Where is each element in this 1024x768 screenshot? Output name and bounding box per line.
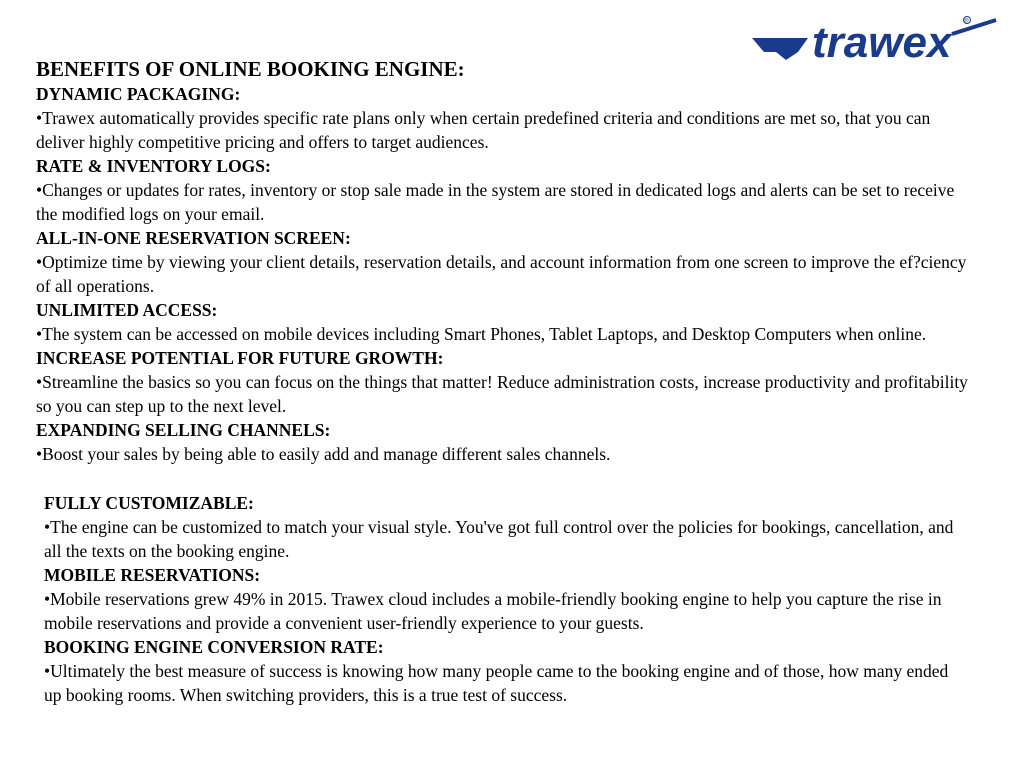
section-text: •The system can be accessed on mobile devices including Smart Phones, Tablet Laptops, and Desktop Computers when online.	[36, 324, 927, 344]
page-title: BENEFITS OF ONLINE BOOKING ENGINE:	[36, 57, 465, 81]
benefits-block-bottom	[44, 491, 964, 707]
section-heading: ALL-IN-ONE RESERVATION SCREEN:	[36, 228, 351, 248]
section-heading: UNLIMITED ACCESS:	[36, 300, 218, 320]
section-heading: RATE & INVENTORY LOGS:	[36, 156, 271, 176]
benefits-block-top	[36, 56, 976, 466]
sections-list-bottom	[44, 491, 964, 707]
section-text: •Mobile reservations grew 49% in 2015. Trawex cloud includes a mobile-friendly booking engine to help you capture the rise in mobile reservations and provide a convenient user-friendly experience to your guests.	[44, 589, 942, 633]
swoosh-icon	[952, 17, 996, 34]
section-heading: FULLY CUSTOMIZABLE:	[44, 493, 254, 513]
section-heading: EXPANDING SELLING CHANNELS:	[36, 420, 331, 440]
sections-list-top	[36, 82, 976, 466]
section-text: •Ultimately the best measure of success is knowing how many people came to the booking engine and of those, how many ended up booking rooms. When switching providers, this is a true test of success.	[44, 661, 949, 705]
arrow-icon	[752, 38, 808, 52]
section-heading: DYNAMIC PACKAGING:	[36, 84, 241, 104]
section-text: •The engine can be customized to match your visual style. You've got full control over the policies for bookings, cancellation, and all the texts on the booking engine.	[44, 517, 954, 561]
section-text: •Boost your sales by being able to easily add and manage different sales channels.	[36, 444, 611, 464]
section-text: •Trawex automatically provides specific rate plans only when certain predefined criteria and conditions are met so, that you can deliver highly competitive pricing and offers to target audiences.	[36, 108, 931, 152]
logo-wordmark: trawex	[812, 18, 952, 66]
section-text: •Streamline the basics so you can focus on the things that matter! Reduce administration costs, increase productivity and profitability so you can step up to the next level.	[36, 372, 968, 416]
section-text: •Changes or updates for rates, inventory or stop sale made in the system are stored in dedicated logs and alerts can be set to receive the modified logs on your email.	[36, 180, 955, 224]
registered-mark: ®	[963, 17, 970, 25]
section-heading: BOOKING ENGINE CONVERSION RATE:	[44, 637, 384, 657]
section-heading: MOBILE RESERVATIONS:	[44, 565, 261, 585]
section-heading: INCREASE POTENTIAL FOR FUTURE GROWTH:	[36, 348, 444, 368]
section-text: •Optimize time by viewing your client details, reservation details, and account information from one screen to improve the ef?ciency of all operations.	[36, 252, 967, 296]
